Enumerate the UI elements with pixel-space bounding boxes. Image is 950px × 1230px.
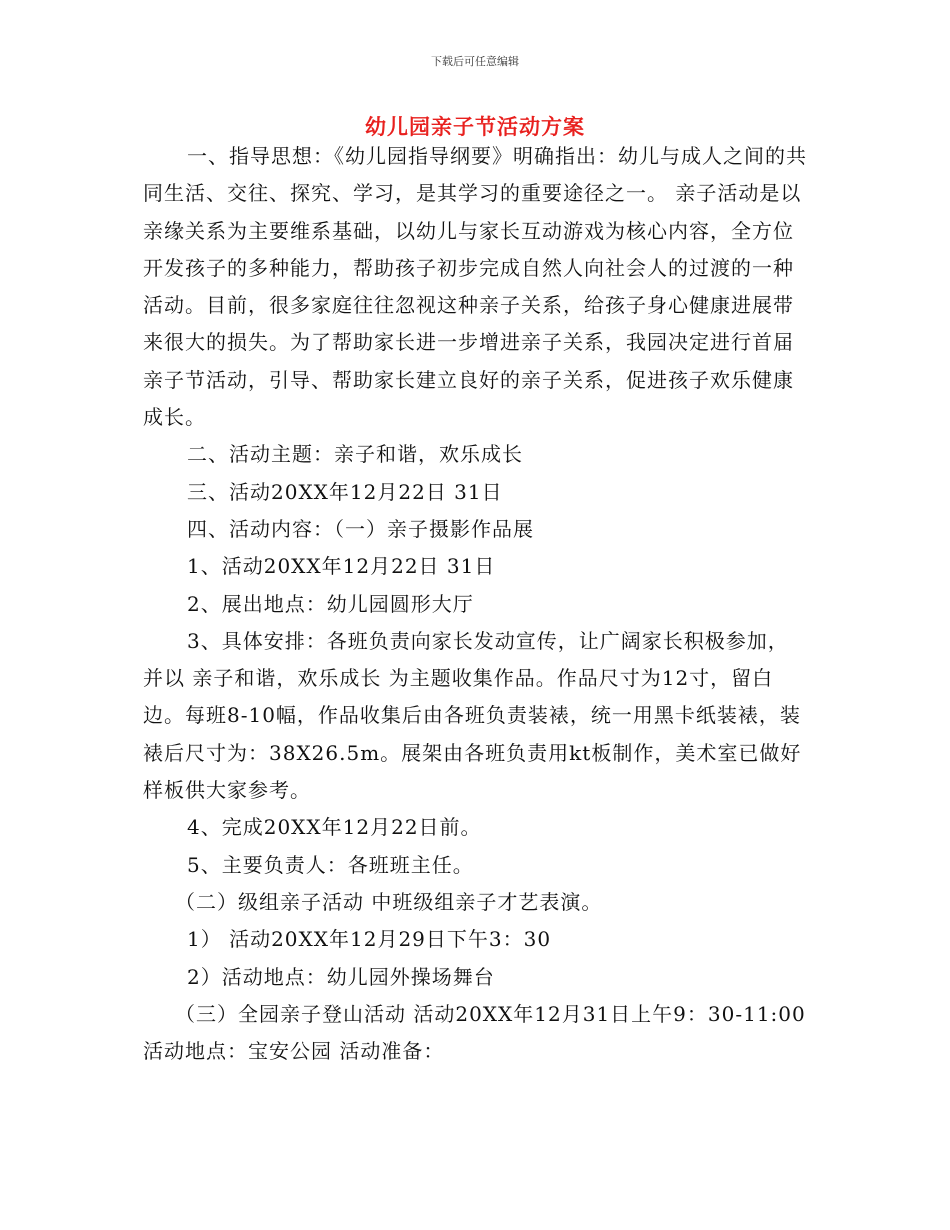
header-note: 下载后可任意编辑 [431, 55, 519, 68]
paragraph-guiding-thought: 一、指导思想：《幼儿园指导纲要》明确指出：幼儿与成人之间的共同生活、交往、探究、学习，是其学习的重要途径之一。 亲子活动是以亲缘关系为主要维系基础，以幼儿与家长互动游戏为核心内容，全方位开发孩子的多种能力，帮助孩子初步完成自然人向社会人的过渡的一种活动。目前，很多家庭往往忽视这种亲子关系，给孩子身心健康进展带来很大的损失。为了帮助家长进一步增进亲子关系，我园决定进行首届亲子节活动，引导、帮助家长建立良好的亲子关系，促进孩子欢乐健康成长。 [143, 144, 807, 430]
paragraph-arrangement: 3、具体安排：各班负责向家长发动宣传，让广阔家长积极参加，并以 亲子和谐，欢乐成长 为主题收集作品。作品尺寸为12寸，留白边。每班8-10幅，作品收集后由各班负责装裱，统一用黑卡纸装裱，装裱后尺寸为：38X26.5m。展架由各班负责用kt板制作，美术室已做好样板供大家参考。 [143, 628, 802, 803]
paragraph-exhibit-location: 2、展出地点：幼儿园圆形大厅 [187, 591, 474, 616]
paragraph-activity-date: 三、活动20XX年12月22日 31日 [187, 479, 503, 504]
document-title: 幼儿园亲子节活动方案 [365, 114, 585, 139]
paragraph-performance-date: 1） 活动20XX年12月29日下午3：30 [187, 927, 552, 952]
document-body [143, 138, 808, 1070]
paragraph-exhibit-date: 1、活动20XX年12月22日 31日 [187, 554, 496, 579]
paragraph-activity-theme: 二、活动主题：亲子和谐，欢乐成长 [187, 442, 523, 467]
paragraph-hiking-activity: （三）全园亲子登山活动 活动20XX年12月31日上午9：30-11:00 活动地点：宝安公园 活动准备： [143, 1001, 806, 1064]
paragraph-performance-location: 2）活动地点：幼儿园外操场舞台 [187, 964, 495, 989]
paragraph-grade-activity: （二）级组亲子活动 中班级组亲子才艺表演。 [175, 889, 603, 914]
paragraph-completion: 4、完成20XX年12月22日前。 [187, 815, 482, 840]
paragraph-activity-content: 四、活动内容：（一）亲子摄影作品展 [187, 516, 534, 541]
paragraph-responsible: 5、主要负责人：各班班主任。 [187, 852, 474, 877]
